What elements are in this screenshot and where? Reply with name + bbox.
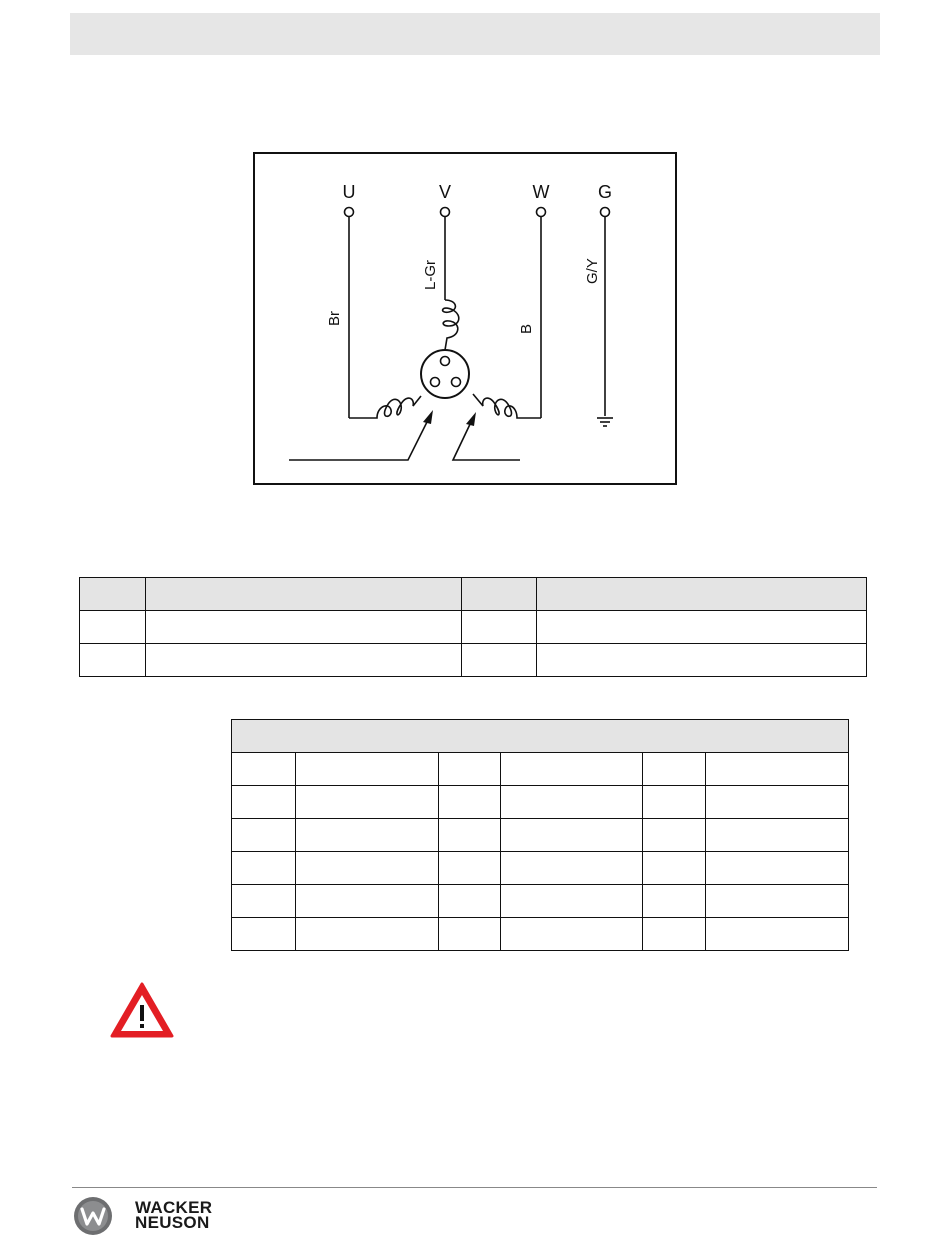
terminal-v [441, 208, 450, 217]
wire-label-u: Br [326, 311, 343, 326]
table-row [232, 786, 849, 819]
callout-arrow-2 [466, 412, 476, 426]
coil-w [473, 394, 541, 418]
terminal-label-v: V [438, 182, 452, 202]
footer-divider [72, 1187, 877, 1188]
wire-label-v: L-Gr [422, 260, 439, 290]
callout-line-1 [289, 418, 429, 460]
table-row [232, 819, 849, 852]
terminal-u [345, 208, 354, 217]
callout-line-2 [453, 420, 520, 460]
brand-logo-icon [73, 1196, 113, 1241]
callout-arrow-1 [423, 410, 433, 424]
coil-u [349, 396, 421, 418]
table-row [232, 885, 849, 918]
wire-label-w: B [518, 323, 535, 334]
wiring-diagram [253, 152, 677, 485]
brand-line-1: WACKER [135, 1198, 213, 1217]
table-header-row [80, 578, 867, 611]
wire-color-table [231, 719, 849, 951]
brand-wordmark [135, 1200, 212, 1230]
coil-v [443, 300, 459, 350]
brand-line-2: NEUSON [135, 1213, 210, 1232]
table-row [80, 644, 867, 677]
page-header-bar [70, 13, 880, 55]
connection-table [79, 577, 867, 677]
terminal-w [537, 208, 546, 217]
wire-label-g: G/Y [584, 258, 601, 284]
ground-icon [597, 418, 613, 426]
table-row [232, 852, 849, 885]
table-row [80, 611, 867, 644]
warning-icon [109, 981, 175, 1044]
terminal-g [601, 208, 610, 217]
terminal-label-u: U [342, 182, 356, 202]
wiring-diagram-svg [255, 154, 679, 487]
terminal-label-w: W [532, 182, 550, 202]
terminal-label-g: G [597, 182, 613, 202]
table-title-row [232, 720, 849, 753]
table-row [232, 918, 849, 951]
table-row [232, 753, 849, 786]
